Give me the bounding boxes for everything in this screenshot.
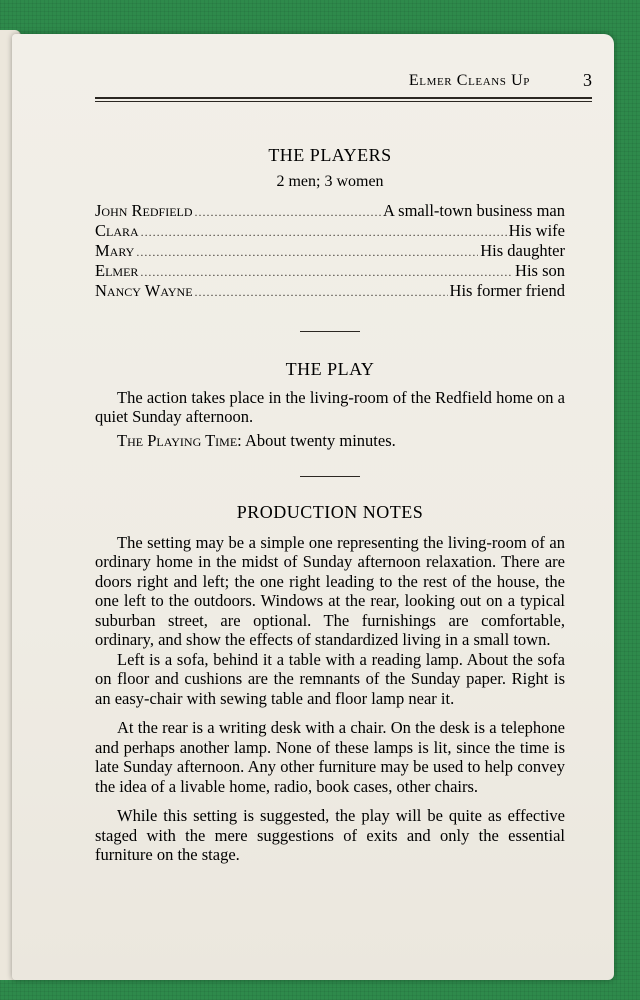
running-title: Elmer Cleans Up xyxy=(408,72,530,89)
cast-row xyxy=(95,261,565,281)
cast-row xyxy=(95,281,565,301)
leader-dots xyxy=(140,263,513,283)
cast-role: His former friend xyxy=(449,281,565,300)
section-divider xyxy=(300,476,360,477)
leader-dots xyxy=(195,203,382,223)
leader-dots xyxy=(141,223,507,243)
leader-dots xyxy=(195,283,448,303)
playing-time xyxy=(95,431,565,451)
cast-role: A small-town business man xyxy=(383,201,565,220)
playing-time-value: About twenty minutes. xyxy=(244,430,396,450)
cast-role: His daughter xyxy=(480,241,565,260)
header-rule-thin xyxy=(95,101,592,102)
cast-list xyxy=(95,201,565,301)
notes-paragraph: While this setting is suggested, the play will be quite as effective staged with the mere suggestions of exits and only the essential furniture on the stage. xyxy=(95,806,565,864)
cast-name: Nancy Wayne xyxy=(95,281,193,300)
notes-paragraph: Left is a sofa, behind it a table with a reading lamp. About the sofa on floor and cushions are the remnants of the Sunday paper. Right is an easy-chair with sewing table and floor lamp near it. xyxy=(95,649,565,708)
page-number: 3 xyxy=(583,70,592,90)
production-notes-heading: PRODUCTION NOTES xyxy=(236,502,424,522)
players-subtitle: 2 men; 3 women xyxy=(276,172,384,190)
cast-row xyxy=(95,221,565,241)
playing-time-label: The Playing Time: xyxy=(117,430,242,450)
header-rule-thick xyxy=(95,97,592,99)
cast-row xyxy=(95,241,565,261)
cast-name: Elmer xyxy=(95,261,139,280)
cast-role: His son xyxy=(515,261,565,280)
play-description: The action takes place in the living-room of the Redfield home on a quiet Sunday afternoon. xyxy=(95,387,565,426)
page-content xyxy=(95,112,565,865)
notes-paragraph: At the rear is a writing desk with a chair. On the desk is a telephone and perhaps another lamp. None of these lamps is lit, since the time is late Sunday afternoon. Any other furniture may be used to help convey the idea of a livable home, radio, book cases, other chairs. xyxy=(95,718,565,796)
leader-dots xyxy=(136,243,478,263)
section-divider xyxy=(300,331,360,332)
cast-name: John Redfield xyxy=(95,201,193,220)
notes-paragraph: The setting may be a simple one representing the living-room of an ordinary home in the midst of Sunday afternoon relaxation. There are doors right and left; the one right leading to the rest of the house, the one left to the outdoors. Windows at the rear, looking out on a typical suburban street, are optional. The furnishings are comfortable, ordinary, and show the effects of standardized living in a small town. xyxy=(95,532,565,649)
cast-name: Mary xyxy=(95,241,135,260)
play-heading: THE PLAY xyxy=(285,359,375,379)
players-heading: THE PLAYERS xyxy=(268,145,392,165)
cast-row xyxy=(95,201,565,221)
cast-role: His wife xyxy=(508,221,565,240)
cast-name: Clara xyxy=(95,221,139,240)
